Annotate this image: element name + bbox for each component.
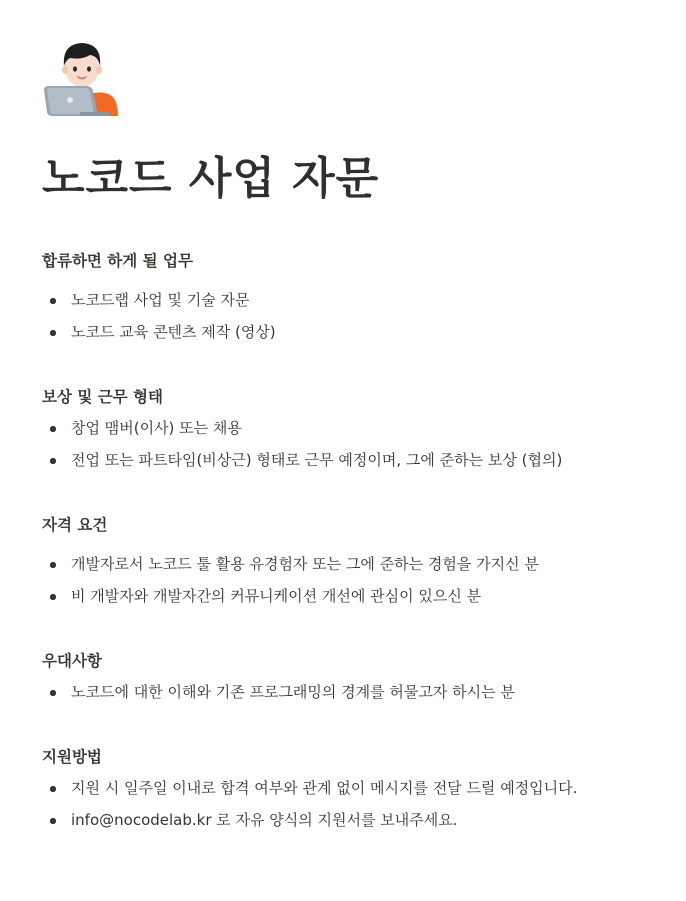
notion-page: 노코드 사업 자문 합류하면 하게 될 업무 노코드랩 사업 및 기술 자문 노코드 교육 콘텐츠 제작 (영상) 보상 및 근무 형태 창업 맴버(이사) 또는 채용 전업 또는 파트타임(비상근) 형태로 근무 예정이며, 그에 준하는 보상 (협의) 자격 요건 개발자로서 노코드 툴 활용 유경험자 또는 그에 준하는 경험을 가지신 분 비 개발자와 개발자간의 커뮤니케이션 개선에 관심이 있으신 분 우대사항 노코드에 대한 이해와 기존 프로그래밍의 경계를 허물고자 하시는 분 지원방법 지원 시 일주일 이내로 합격 여부와 관계 없이 메시지를 전달 드릴 예정입니다. info@nocodelab.kr 로 자유 양식의 지원서를 보내주세요. (0, 0, 686, 901)
section-heading-preferred: 우대사항 (42, 652, 102, 670)
section-heading-compensation: 보상 및 근무 형태 (42, 388, 164, 406)
bullet-dot (50, 330, 56, 336)
section-heading-how-to-apply: 지원방법 (42, 748, 102, 766)
bullet-dot (50, 594, 56, 600)
bullet-dot (50, 298, 56, 304)
technologist-emoji-icon[interactable] (42, 38, 120, 116)
bullet-dot (50, 690, 56, 696)
bullet-dot (50, 786, 56, 792)
section-heading-duties: 합류하면 하게 될 업무 (42, 252, 193, 270)
bullet-dot (50, 458, 56, 464)
section-heading-requirements: 자격 요건 (42, 516, 108, 534)
bullet-dot (50, 426, 56, 432)
page-title: 노코드 사업 자문 (42, 153, 380, 204)
bullet-dot (50, 562, 56, 568)
bullet-dot (50, 818, 56, 824)
